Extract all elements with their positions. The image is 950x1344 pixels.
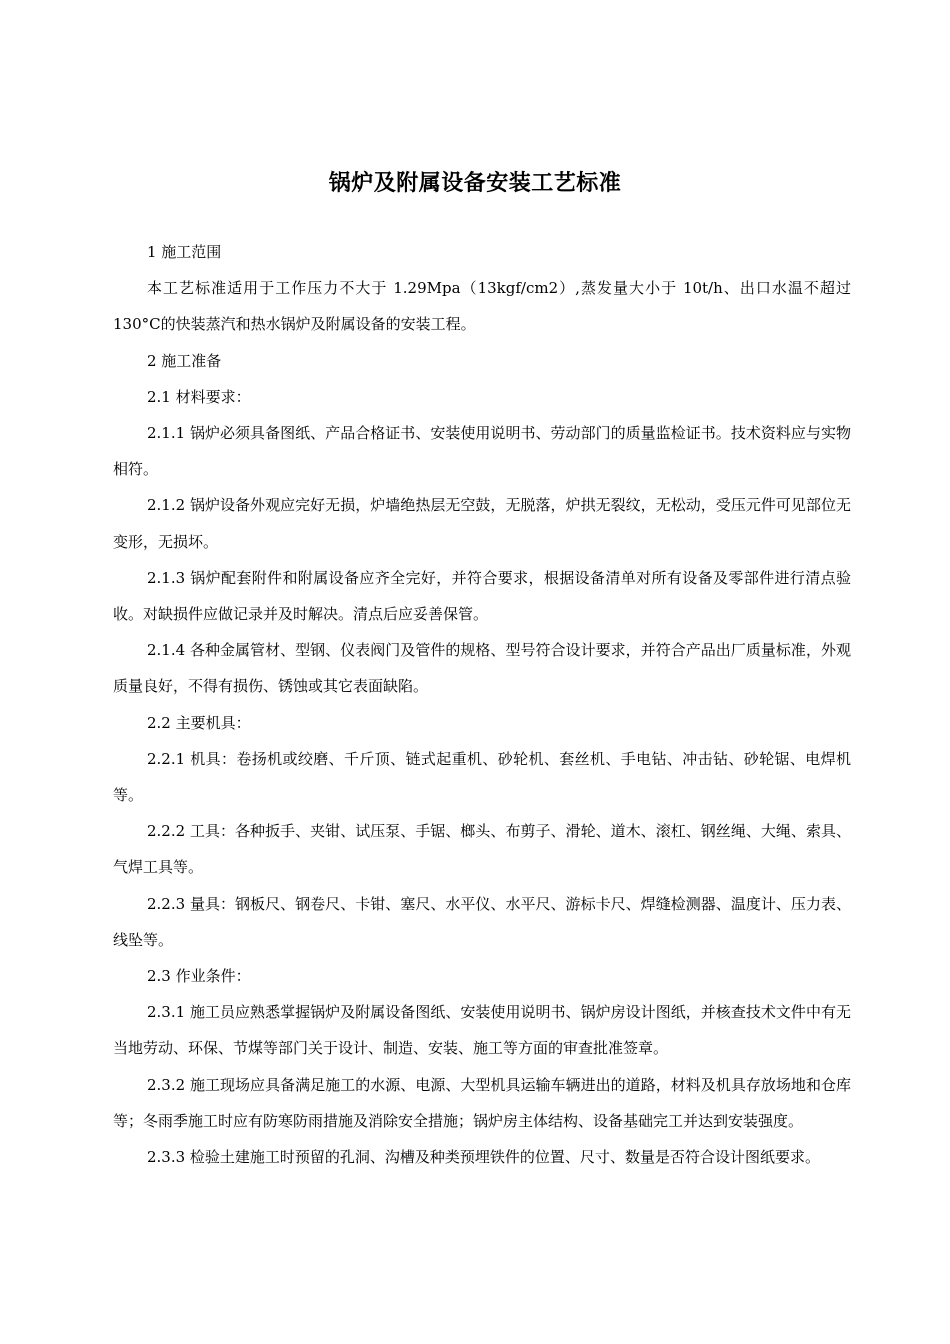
paragraph-2-3-1: 2.3.1 施工员应熟悉掌握锅炉及附属设备图纸、安装使用说明书、锅炉房设计图纸，并核查技术文件中有无当地劳动、环保、节煤等部门关于设计、制造、安装、施工等方面的审查批准签章。 xyxy=(113,1003,851,1058)
paragraph-2-2-1: 2.2.1 机具：卷扬机或绞磨、千斤顶、链式起重机、砂轮机、套丝机、手电钻、冲击钻、砂轮锯、电焊机等。 xyxy=(113,749,851,805)
subsection-heading-2-3: 2.3 作业条件： xyxy=(147,967,251,986)
paragraph-2-1-1: 2.1.1 锅炉必须具备图纸、产品合格证书、安装使用说明书、劳动部门的质量监检证书。技术资料应与实物相符。 xyxy=(113,424,851,479)
paragraph-2-1-3: 2.1.3 锅炉配套附件和附属设备应齐全完好，并符合要求，根据设备清单对所有设备及零部件进行清点验收。对缺损件应做记录并及时解决。清点后应妥善保管。 xyxy=(113,568,851,624)
paragraph-2-1-2: 2.1.2 锅炉设备外观应完好无损，炉墙绝热层无空鼓，无脱落，炉拱无裂纹，无松动，受压元件可见部位无变形，无损坏。 xyxy=(113,496,851,551)
section-heading-2: 2 施工准备 xyxy=(147,351,222,370)
paragraph-2-2-2: 2.2.2 工具：各种扳手、夹钳、试压泵、手锯、榔头、布剪子、滑轮、道木、滚杠、钢丝绳、大绳、索具、气焊工具等。 xyxy=(113,822,851,877)
paragraph-scope: 本工艺标准适用于工作压力不大于 1.29Mpa（13kgf/cm2）,蒸发量大小于 10t/h、出口水温不超过 130°C的快装蒸汽和热水锅炉及附属设备的安装工程。 xyxy=(113,279,851,334)
subsection-heading-2-1: 2.1 材料要求： xyxy=(147,387,251,406)
section-heading-1: 1 施工范围 xyxy=(147,243,222,261)
paragraph-2-3-3: 2.3.3 检验土建施工时预留的孔洞、沟槽及种类预埋铁件的位置、尺寸、数量是否符合设计图纸要求。 xyxy=(147,1148,820,1167)
paragraph-2-1-4: 2.1.4 各种金属管材、型钢、仪表阀门及管件的规格、型号符合设计要求，并符合产品出厂质量标准，外观质量良好，不得有损伤、锈蚀或其它表面缺陷。 xyxy=(113,641,851,696)
paragraph-2-2-3: 2.2.3 量具：钢板尺、钢卷尺、卡钳、塞尺、水平仪、水平尺、游标卡尺、焊缝检测器、温度计、压力表、线坠等。 xyxy=(113,894,851,949)
document-body xyxy=(113,234,851,1175)
subsection-heading-2-2: 2.2 主要机具： xyxy=(147,713,251,732)
document-title: 锅炉及附属设备安装工艺标准 xyxy=(328,170,622,196)
paragraph-2-3-2: 2.3.2 施工现场应具备满足施工的水源、电源、大型机具运输车辆进出的道路，材料及机具存放场地和仓库等；冬雨季施工时应有防寒防雨措施及消除安全措施；锅炉房主体结构、设备基础完工并达到安装强度。 xyxy=(113,1075,851,1130)
